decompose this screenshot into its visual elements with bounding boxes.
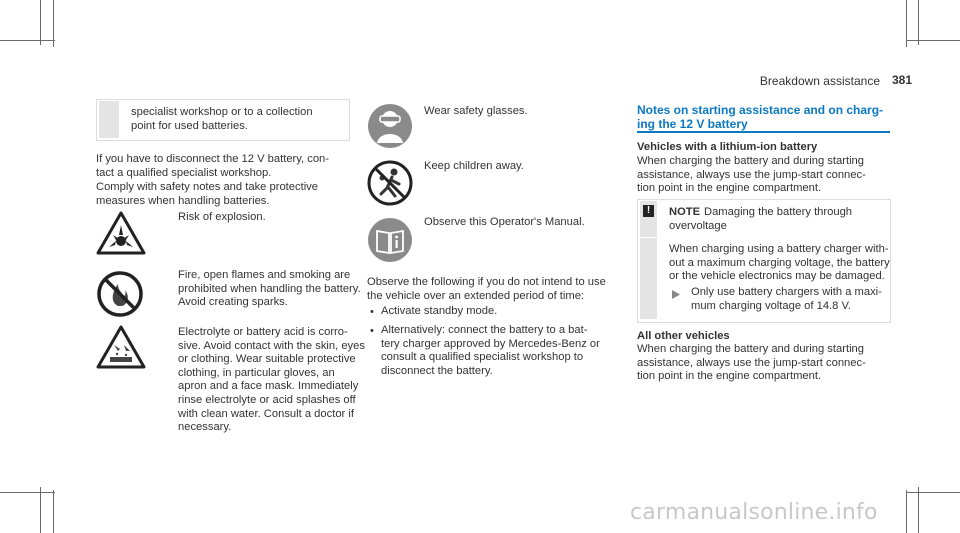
crop-mark — [53, 0, 54, 47]
note-divider — [640, 237, 889, 238]
note-label: NOTE — [669, 206, 701, 218]
paragraph-safety: Comply with safety notes and take protective measures when handling batteries. — [96, 181, 318, 207]
paragraph-lithium: When charging the battery and during starting assistance, always use the jump-start connec- tion point in the engine compartment. — [637, 155, 866, 195]
instruction-text-manual: Observe this Operator's Manual. — [424, 216, 585, 228]
bullet-marker: • — [370, 306, 374, 318]
note-warning-icon: ! — [643, 205, 654, 217]
crop-mark — [906, 40, 960, 41]
warning-text-fire: Fire, open flames and smoking are prohibited when handling the battery. Avoid creating sparks. — [178, 269, 361, 309]
bullet-marker: • — [370, 325, 374, 337]
paragraph-disconnect: If you have to disconnect the 12 V battery, con- tact a qualified specialist workshop. — [96, 153, 330, 179]
instruction-text-glasses: Wear safety glasses. — [424, 105, 528, 117]
corrosive-warning-icon — [96, 325, 146, 369]
section-rule — [637, 131, 890, 133]
explosion-warning-icon — [96, 211, 146, 255]
note-box-text: specialist workshop or to a collection point for used batteries. — [131, 106, 313, 132]
keep-children-away-icon — [367, 160, 413, 206]
play-arrow-icon — [672, 290, 680, 299]
crop-mark — [918, 487, 919, 533]
safety-glasses-icon — [367, 103, 413, 149]
crop-mark — [53, 490, 54, 533]
warning-text-explosion: Risk of explosion. — [178, 211, 266, 223]
page-number: 381 — [891, 73, 912, 87]
subsection-title-lithium: Vehicles with a lithium-ion battery — [637, 141, 818, 153]
crop-mark — [906, 492, 960, 493]
note-panel-bar — [640, 201, 657, 319]
bullet-item: Activate standby mode. — [381, 305, 498, 317]
crop-mark — [906, 490, 907, 533]
note-title: Damaging the battery through — [704, 206, 853, 218]
note-body: When charging using a battery charger with- out a maximum charging voltage, the battery or the vehicle electronics may be damaged. — [669, 243, 890, 283]
paragraph-other: When charging the battery and during starting assistance, always use the jump-start connec- tion point in the engine compartment. — [637, 343, 866, 383]
watermark: carmanualsonline.info — [630, 500, 878, 525]
note-box-bar — [99, 101, 119, 138]
operators-manual-icon — [367, 217, 413, 263]
note-title-cont: overvoltage — [669, 220, 727, 232]
section-title: Notes on starting assistance and on charg- ing the 12 V battery — [637, 103, 884, 131]
running-header: Breakdown assistance — [759, 74, 880, 88]
paragraph-observe: Observe the following if you do not intend to use the vehicle over an extended period of time: — [367, 276, 606, 302]
subsection-title-other: All other vehicles — [637, 330, 730, 342]
note-action: Only use battery chargers with a maxi- mum charging voltage of 14.8 V. — [691, 286, 882, 312]
crop-mark — [40, 0, 41, 45]
warning-text-corrosive: Electrolyte or battery acid is corro- sive. Avoid contact with the skin, eyes or clothing. Wear suitable protective clothing, in particular gloves, an apron and a face mask. Immediately rinse electrolyte or acid splashes off with clean water. Consult a doctor if necessary. — [178, 326, 365, 434]
crop-mark — [918, 0, 919, 45]
no-fire-icon — [96, 270, 144, 318]
crop-mark — [0, 40, 55, 41]
bullet-item: Alternatively: connect the battery to a bat- tery charger approved by Mercedes-Benz or consult a qualified specialist workshop to disconnect the battery. — [381, 324, 600, 377]
crop-mark — [40, 487, 41, 533]
crop-mark — [0, 492, 55, 493]
instruction-text-children: Keep children away. — [424, 160, 524, 172]
